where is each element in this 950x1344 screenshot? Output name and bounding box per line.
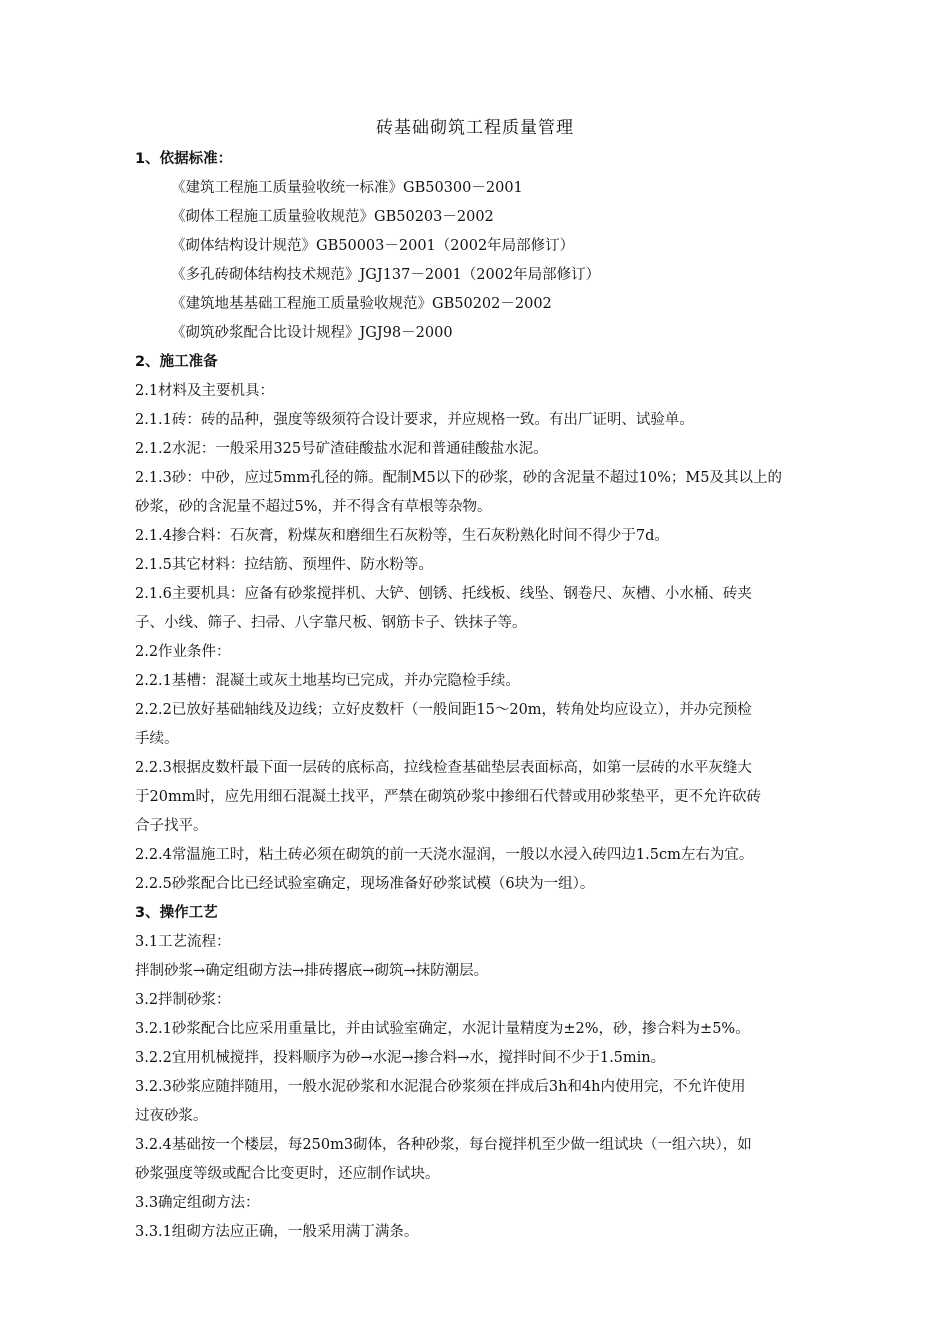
- page-title: 砖基础砌筑工程质量管理: [376, 118, 574, 138]
- section-heading: 1、依据标准：: [135, 151, 233, 167]
- body-text-line: 拌制砂浆→确定组砌方法→排砖撂底→砌筑→抹防潮层。: [135, 963, 489, 979]
- body-text-line: 3.2.3砂浆应随拌随用，一般水泥砂浆和水泥混合砂浆须在拌成后3h和4h内使用完，不允许使用: [135, 1079, 746, 1095]
- reference-standard: 《多孔砖砌体结构技术规范》JGJ137－2001（2002年局部修订）: [171, 267, 601, 283]
- body-text-line: 2.1.6主要机具：应备有砂浆搅拌机、大铲、刨锈、托线板、线坠、钢卷尺、灰槽、小水桶、砖夹: [135, 586, 752, 602]
- body-text-line: 2.2.2已放好基础轴线及边线；立好皮数杆（一般间距15～20m，转角处均应设立），并办完预检: [135, 702, 752, 718]
- body-text-line: 3.3.1组砌方法应正确，一般采用满丁满条。: [135, 1224, 419, 1240]
- body-text-line: 3.2.1砂浆配合比应采用重量比，并由试验室确定，水泥计量精度为±2%，砂，掺合料为±5%。: [135, 1021, 750, 1037]
- body-text-line: 3.3确定组砌方法：: [135, 1195, 260, 1211]
- body-text-line: 3.2拌制砂浆：: [135, 992, 231, 1008]
- body-text-line: 3.1工艺流程：: [135, 934, 231, 950]
- body-text-line: 2.1.3砂：中砂，应过5mm孔径的筛。配制M5以下的砂浆，砂的含泥量不超过10%；M5及其以上的: [135, 470, 782, 486]
- reference-standard: 《建筑工程施工质量验收统一标准》GB50300－2001: [171, 180, 523, 196]
- body-text-line: 2.2.5砂浆配合比已经试验室确定，现场准备好砂浆试模（6块为一组）。: [135, 876, 595, 892]
- body-text-line: 2.2.3根据皮数杆最下面一层砖的底标高，拉线检查基础垫层表面标高，如第一层砖的水平灰缝大: [135, 760, 752, 776]
- reference-standard: 《砌体结构设计规范》GB50003－2001（2002年局部修订）: [171, 238, 575, 254]
- body-text-line: 合子找平。: [135, 818, 208, 834]
- body-text-line: 3.2.2宜用机械搅拌，投料顺序为砂→水泥→掺合料→水，搅拌时间不少于1.5min。: [135, 1050, 666, 1066]
- section-heading: 2、施工准备: [135, 354, 218, 370]
- body-text-line: 2.2.1基槽：混凝土或灰土地基均已完成，并办完隐检手续。: [135, 673, 520, 689]
- reference-standard: 《建筑地基基础工程施工质量验收规范》GB50202－2002: [171, 296, 552, 312]
- reference-standard: 《砌筑砂浆配合比设计规程》JGJ98－2000: [171, 325, 453, 341]
- reference-standard: 《砌体工程施工质量验收规范》GB50203－2002: [171, 209, 494, 225]
- body-text-line: 砂浆，砂的含泥量不超过5%，并不得含有草根等杂物。: [135, 499, 492, 515]
- body-text-line: 2.1.5其它材料：拉结筋、预埋件、防水粉等。: [135, 557, 433, 573]
- body-text-line: 于20mm时，应先用细石混凝土找平，严禁在砌筑砂浆中掺细石代替或用砂浆垫平，更不允许砍砖: [135, 789, 761, 805]
- body-text-line: 砂浆强度等级或配合比变更时，还应制作试块。: [135, 1166, 440, 1182]
- body-text-line: 2.1.1砖：砖的品种，强度等级须符合设计要求，并应规格一致。有出厂证明、试验单。: [135, 412, 694, 428]
- body-text-line: 过夜砂浆。: [135, 1108, 208, 1124]
- body-text-line: 子、小线、筛子、扫帚、八字靠尺板、钢筋卡子、铁抹子等。: [135, 615, 527, 631]
- section-heading: 3、操作工艺: [135, 905, 218, 921]
- body-text-line: 3.2.4基础按一个楼层，每250m3砌体，各种砂浆，每台搅拌机至少做一组试块（一组六块），如: [135, 1137, 752, 1153]
- body-text-line: 2.1材料及主要机具：: [135, 383, 275, 399]
- body-text-line: 2.2.4常温施工时，粘土砖必须在砌筑的前一天浇水湿润，一般以水浸入砖四边1.5cm左右为宜。: [135, 847, 754, 863]
- document-body: [135, 145, 860, 1247]
- body-text-line: 2.1.2水泥：一般采用325号矿渣硅酸盐水泥和普通硅酸盐水泥。: [135, 441, 548, 457]
- body-text-line: 2.2作业条件：: [135, 644, 231, 660]
- body-text-line: 2.1.4掺合料：石灰膏，粉煤灰和磨细生石灰粉等，生石灰粉熟化时间不得少于7d。: [135, 528, 669, 544]
- body-text-line: 手续。: [135, 731, 179, 747]
